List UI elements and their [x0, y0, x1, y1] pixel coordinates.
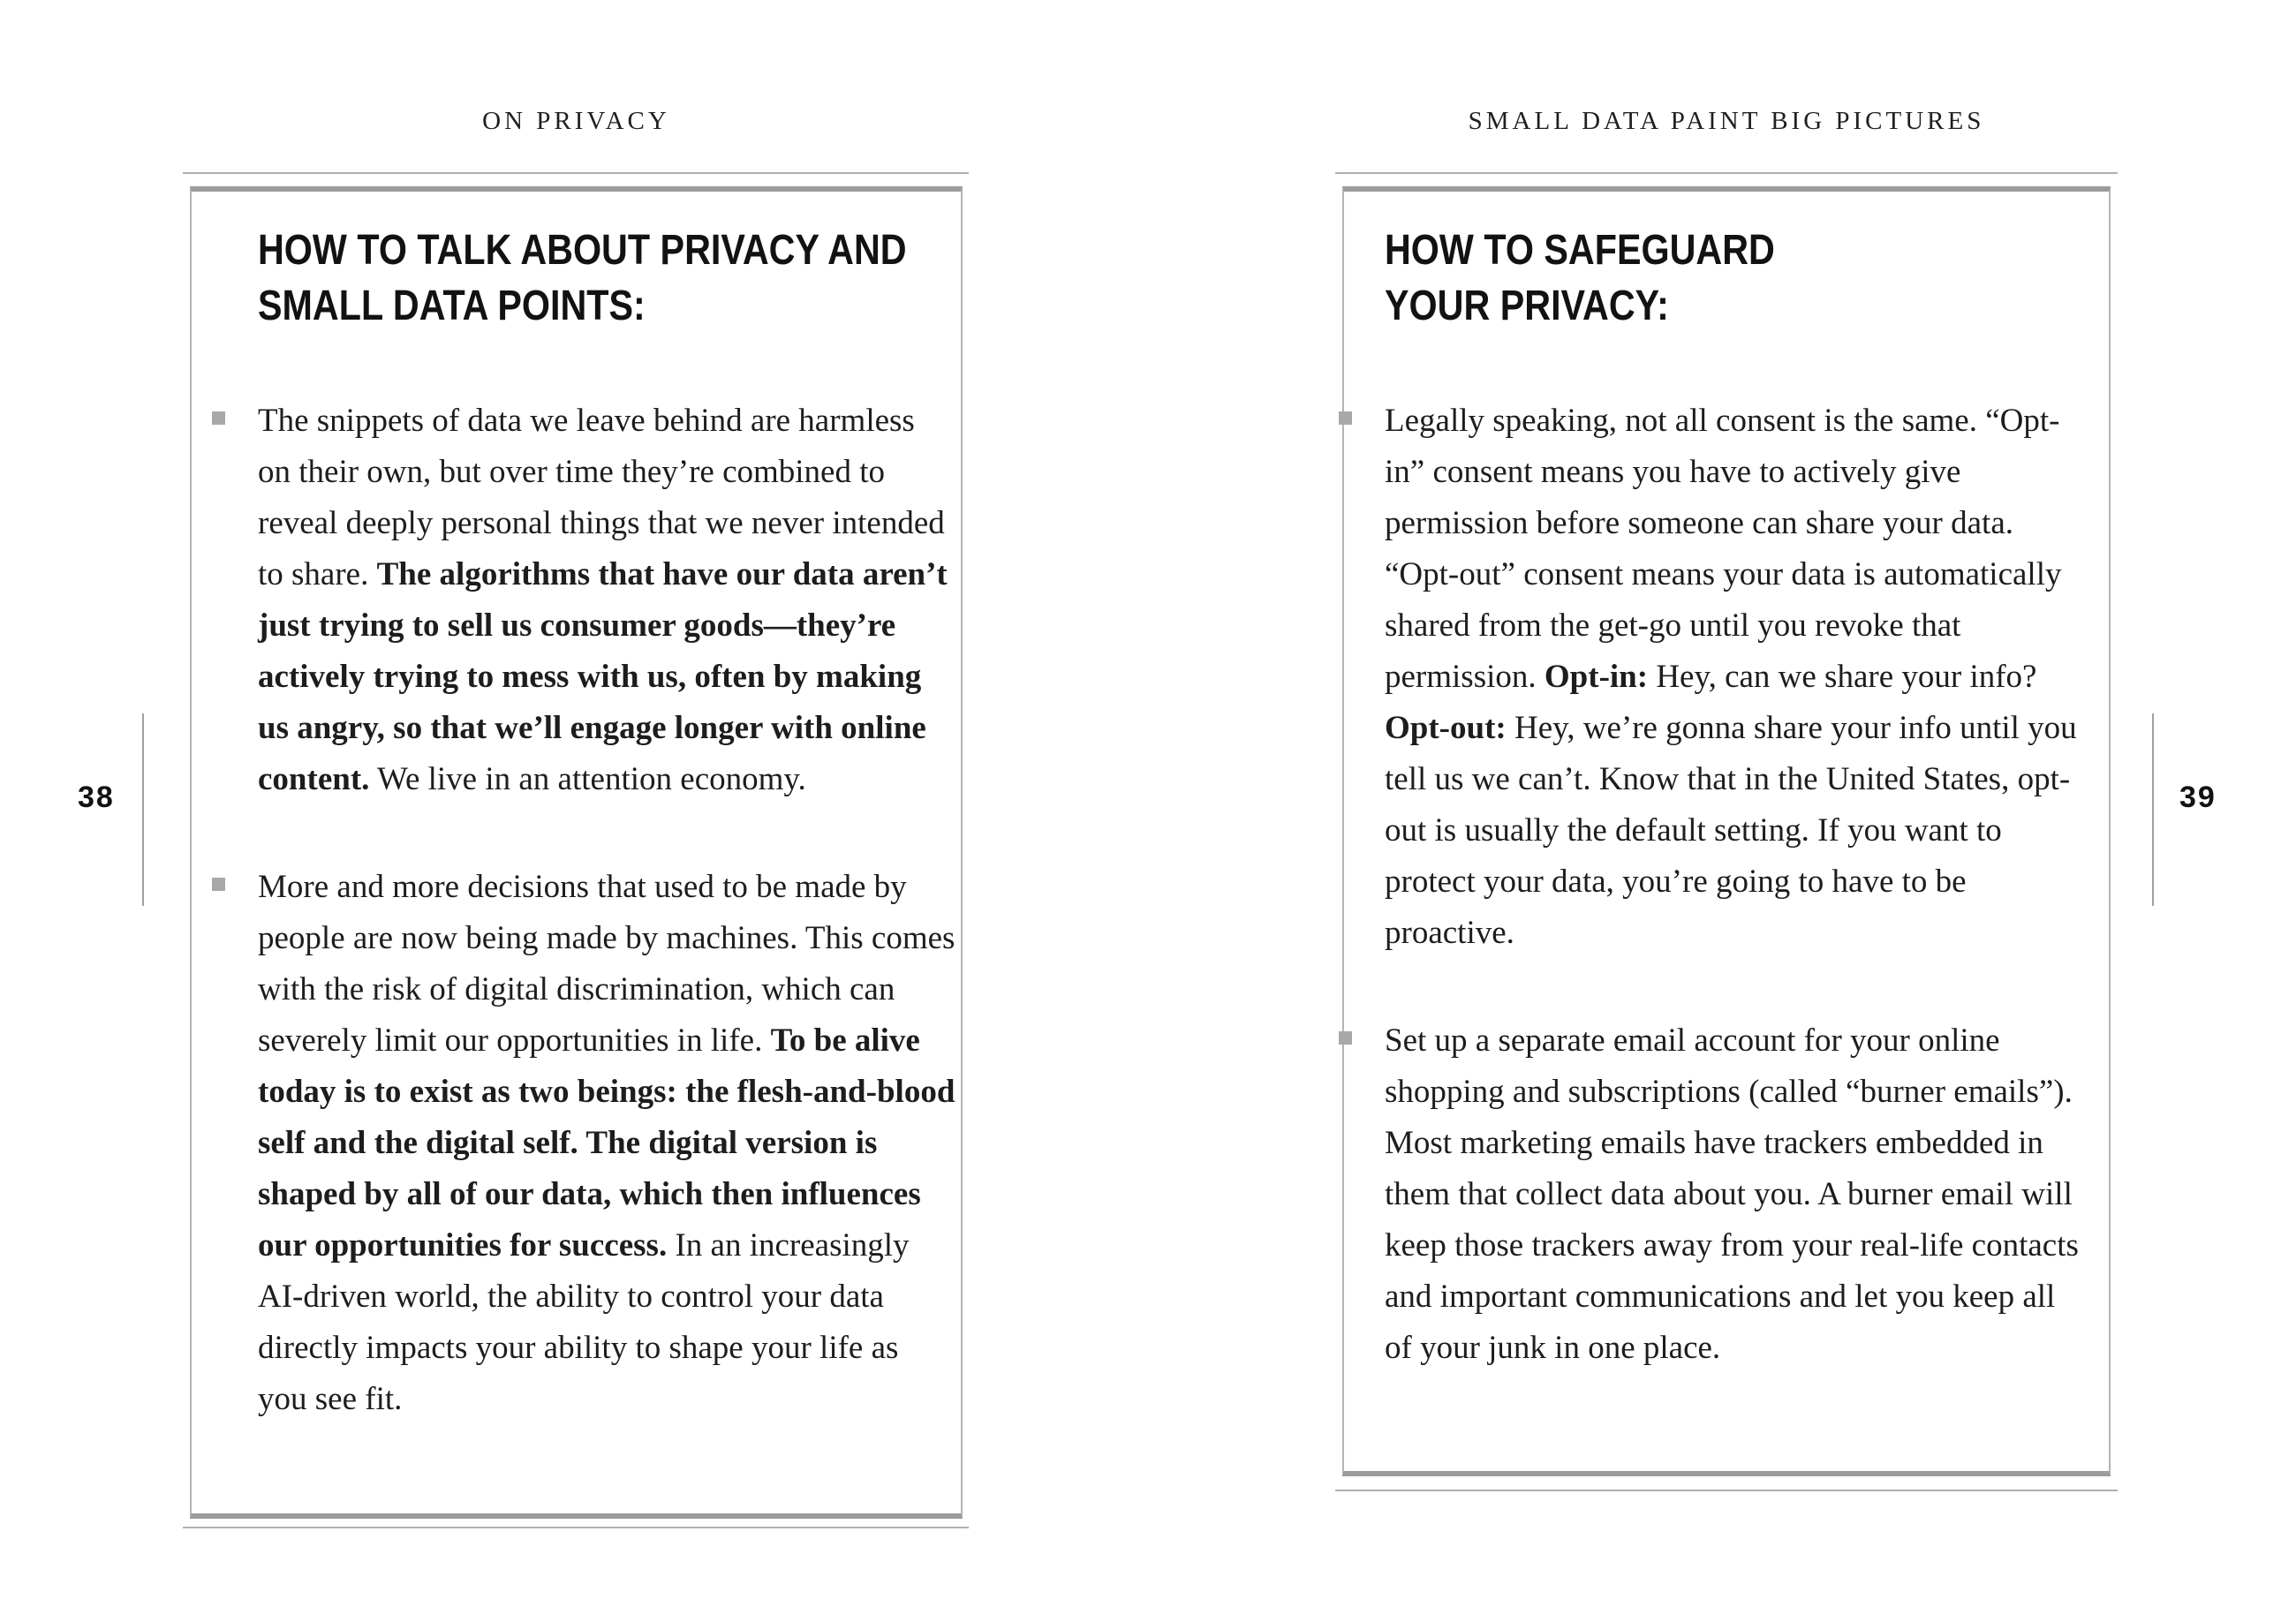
list-item [212, 396, 971, 805]
left-bullet-list [212, 396, 971, 1425]
left-bottom-hairline [183, 1527, 969, 1528]
right-running-head: SMALL DATA PAINT BIG PICTURES [1468, 107, 1985, 135]
list-item [1339, 1015, 2103, 1374]
left-heading-line-1: HOW TO TALK ABOUT PRIVACY AND [258, 227, 907, 274]
list-item [1339, 396, 2103, 959]
left-page-number: 38 [78, 781, 115, 814]
bullet-text: The snippets of data we leave behind are harmless on their own, but over time they’re combined to reveal deeply personal things that we never intended to share. The algorithms that have our data aren’t just trying to sell us consumer goods—they’re actively trying to mess with us, often by making us angry, so that we’ll engage longer with online content. We live in an attention economy. [258, 403, 948, 797]
bullet-square-icon [1339, 1031, 1352, 1045]
right-bottom-hairline [1335, 1490, 2118, 1491]
bullet-text: Legally speaking, not all consent is the same. “Opt-in” consent means you have to actively give permission before someone can share your data. “Opt-out” consent means your data is automatically shared from the get-go until you revoke that permission. Opt-in: Hey, can we share your info? Opt-out: Hey, we’re gonna share your info until you tell us we can’t. Know that in the United States, opt-out is usually the default setting. If you want to protect your data, you’re going to have to be proactive. [1385, 403, 2077, 951]
bullet-square-icon [212, 878, 225, 891]
list-item [212, 862, 971, 1425]
left-heading-line-2: SMALL DATA POINTS: [258, 283, 646, 329]
left-page-heading [258, 223, 907, 334]
right-heading-line-2: YOUR PRIVACY: [1385, 283, 1669, 329]
right-page-heading [1385, 223, 1775, 334]
left-running-head: ON PRIVACY [482, 107, 670, 135]
right-bullet-list [1339, 396, 2103, 1374]
bullet-square-icon [212, 411, 225, 425]
bullet-text: More and more decisions that used to be made by people are now being made by machines. This comes with the risk of digital discrimination, which can severely limit our opportunities in life. To be alive today is to exist as two beings: the flesh-and-blood self and the digital self. The digital version is shaped by all of our data, which then influences our opportunities for success. In an increasingly AI-driven world, the ability to control your data directly impacts your ability to shape your life as you see fit. [258, 869, 955, 1417]
bullet-square-icon [1339, 411, 1352, 425]
left-top-hairline [183, 172, 969, 174]
right-margin-rule [2152, 713, 2154, 906]
left-margin-rule [142, 713, 144, 906]
bullet-text: Set up a separate email account for your online shopping and subscriptions (called “burner emails”). Most marketing emails have trackers embedded in them that collect data about you. A burner email will keep those trackers away from your real-life contacts and important communications and let you keep all of your junk in one place. [1385, 1022, 2079, 1366]
right-page-number: 39 [2179, 781, 2217, 814]
right-heading-line-1: HOW TO SAFEGUARD [1385, 227, 1775, 274]
right-top-hairline [1335, 172, 2118, 174]
